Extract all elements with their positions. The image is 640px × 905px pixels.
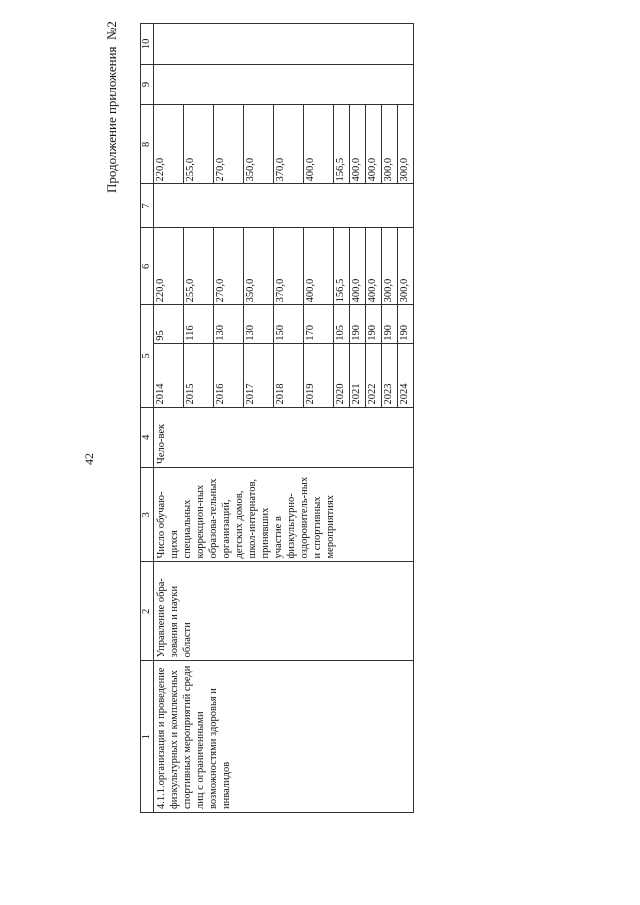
year-cell: 2014 — [154, 344, 184, 407]
page-number: 42 — [82, 453, 96, 465]
data-table — [140, 23, 414, 813]
col6-col — [154, 228, 414, 305]
col6-cell: 400,0 — [304, 228, 334, 304]
col6-cell: 370,0 — [274, 228, 304, 304]
value-cell: 190 — [350, 305, 366, 342]
value-cell: 130 — [244, 305, 274, 342]
executor-text: Управление обра-зования и науки области — [156, 578, 193, 658]
col10-cell — [154, 24, 414, 65]
value-cell: 190 — [399, 325, 410, 341]
col8-cell: 156,5 — [334, 105, 350, 183]
col6-cell: 300,0 — [382, 228, 398, 304]
year-cell: 2019 — [304, 344, 334, 407]
col6-cell: 220,0 — [154, 228, 184, 304]
col8-cell: 270,0 — [214, 105, 244, 183]
year-cell: 2015 — [184, 344, 214, 407]
event-text: 4.1.1.организация и проведение физкультурных и комплексных спортивных мероприятий среди лиц с ограниченными возможностями здоровья и инвалидов — [156, 665, 232, 809]
col8-cell: 300,0 — [382, 105, 398, 183]
col8-cell: 300,0 — [399, 157, 410, 182]
value-cell: 170 — [304, 305, 334, 342]
col-num-7: 7 — [141, 184, 154, 228]
col8-col — [154, 105, 414, 184]
col6-cell: 156,5 — [334, 228, 350, 304]
col-num-8: 8 — [141, 105, 154, 184]
col8-cell: 400,0 — [350, 105, 366, 183]
col-num-9: 9 — [141, 64, 154, 105]
col-num-5: 5 — [141, 305, 154, 407]
column-number-row — [141, 24, 154, 813]
col6-cell: 300,0 — [399, 278, 410, 303]
year-cell: 2021 — [350, 344, 366, 407]
col-num-6: 6 — [141, 228, 154, 305]
year-cell: 2024 — [399, 383, 410, 405]
year-cell: 2016 — [214, 344, 244, 407]
unit-text: Чело-век — [156, 423, 167, 464]
col8-cell: 220,0 — [154, 105, 184, 183]
col8-cell: 255,0 — [184, 105, 214, 183]
col8-cell: 400,0 — [366, 105, 382, 183]
indicator-cell — [154, 467, 414, 562]
year-cell: 2022 — [366, 344, 382, 407]
year-cell: 2023 — [382, 344, 398, 407]
col8-cell: 370,0 — [274, 105, 304, 183]
indicator-text: Число обучаю-щихся специальных коррекцион-ных образова-тельных организаций, детских домов, школ-интернатов, принявших участие в физкультурно-оздоровитель-ных и спортивных мероприятиях — [156, 476, 336, 559]
year-cell: 2018 — [274, 344, 304, 407]
continuation-title: Продолжение приложения №2 — [104, 21, 119, 193]
year-cell: 2017 — [244, 344, 274, 407]
table-row — [154, 24, 414, 813]
unit-cell — [154, 407, 414, 467]
year-cell: 2020 — [334, 344, 350, 407]
col-num-4: 4 — [141, 407, 154, 467]
value-cell: 95 — [154, 305, 184, 342]
col6-cell: 400,0 — [366, 228, 382, 304]
value-cell: 190 — [366, 305, 382, 342]
col8-list — [154, 105, 413, 183]
col6-cell: 255,0 — [184, 228, 214, 304]
value-col — [154, 305, 414, 343]
col6-cell: 350,0 — [244, 228, 274, 304]
col-num-2: 2 — [141, 562, 154, 661]
event-cell — [154, 661, 414, 813]
year-col — [154, 343, 414, 407]
col8-cell: 350,0 — [244, 105, 274, 183]
value-cell: 116 — [184, 305, 214, 342]
col8-cell: 400,0 — [304, 105, 334, 183]
value-cell: 150 — [274, 305, 304, 342]
col6-cell: 270,0 — [214, 228, 244, 304]
value-cell: 130 — [214, 305, 244, 342]
col-num-10: 10 — [141, 24, 154, 65]
col9-cell — [154, 64, 414, 105]
col6-cell: 400,0 — [350, 228, 366, 304]
value-cell: 105 — [334, 305, 350, 342]
col7-cell — [154, 184, 414, 228]
executor-cell — [154, 562, 414, 661]
value-cell: 190 — [382, 305, 398, 342]
col-num-3: 3 — [141, 467, 154, 562]
value-list — [154, 305, 413, 342]
col6-list — [154, 228, 413, 304]
year-list — [154, 344, 413, 407]
col-num-1: 1 — [141, 661, 154, 813]
